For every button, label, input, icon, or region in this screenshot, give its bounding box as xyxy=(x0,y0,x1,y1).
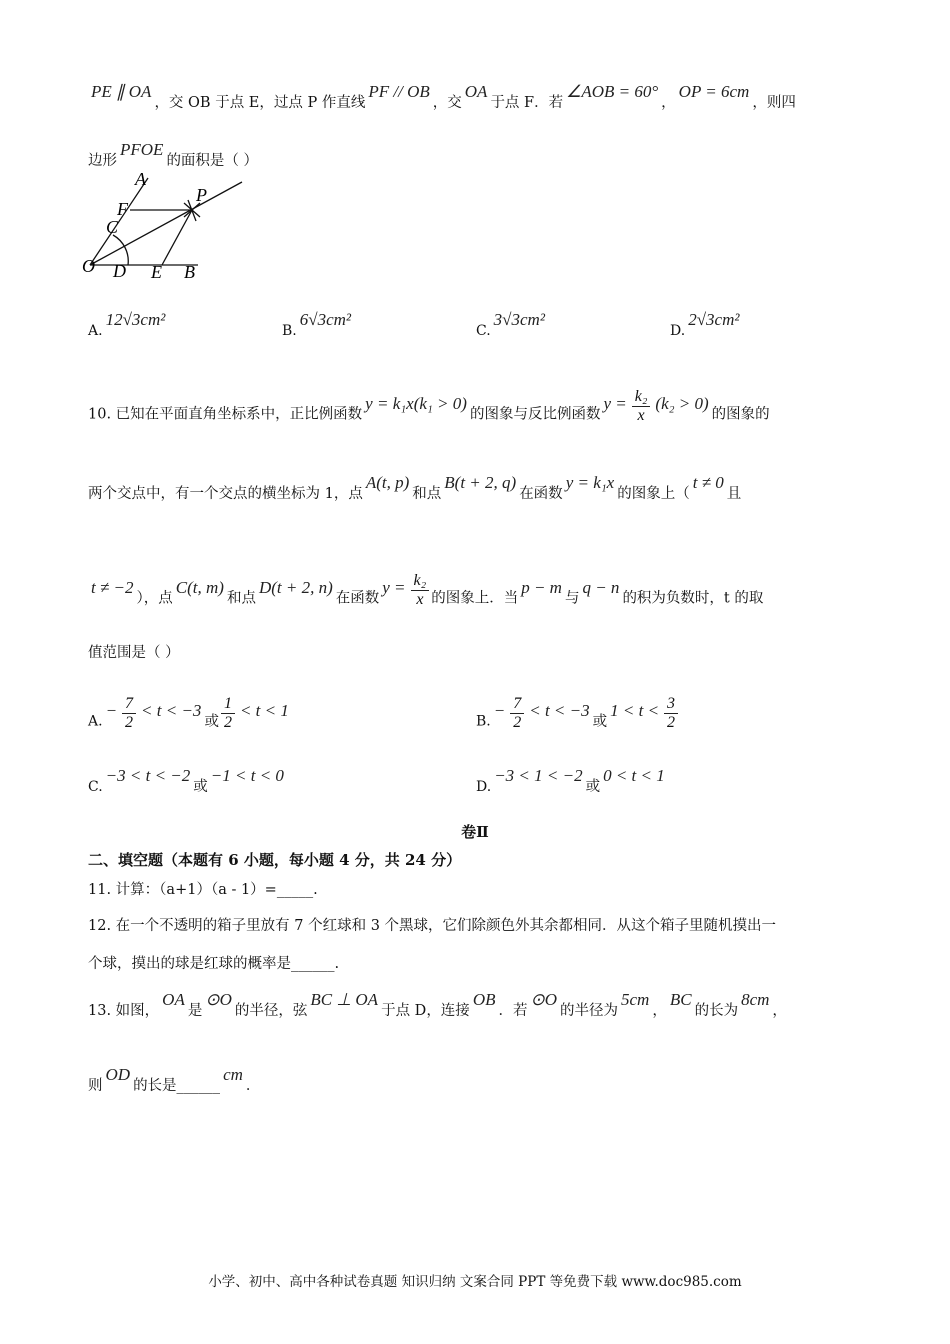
option-label: B. xyxy=(476,713,491,730)
math-expression: C(t, m) xyxy=(175,577,224,597)
math-expression: D(t + 2, n) xyxy=(258,577,333,597)
text: 两个交点中，有一个交点的横坐标为 1，点 xyxy=(88,486,363,502)
math-expression: OD xyxy=(105,1065,131,1084)
math-expression: t ≠ −2 xyxy=(91,577,134,597)
option-value xyxy=(491,766,668,795)
q9-figure xyxy=(80,165,260,290)
text: 11. 计算：（a+1）（a - 1）=_____. xyxy=(88,882,318,898)
option-value: 12√3cm² xyxy=(105,310,166,329)
math-expression: OA xyxy=(162,990,185,1009)
q10-option-a[interactable] xyxy=(88,695,292,740)
math-expression: BC ⊥ OA xyxy=(310,990,379,1009)
option-value: 3√3cm² xyxy=(493,310,545,329)
text: 的半径为 xyxy=(560,1003,619,1019)
math-expression: 0 < t < 1 xyxy=(603,766,665,785)
option-value xyxy=(491,695,680,731)
math-expression: OP = 6cm xyxy=(678,82,750,101)
q10-line-3 xyxy=(88,572,764,617)
math-expression: B(t + 2, q) xyxy=(444,473,517,492)
text: 且 xyxy=(726,486,742,502)
math-expression: y = k₁x(k₁ > 0) xyxy=(365,393,467,413)
q9-option-d[interactable] xyxy=(670,310,742,340)
denominator: 2 xyxy=(513,714,522,731)
text: ，交 xyxy=(432,95,462,111)
denominator: 2 xyxy=(125,714,134,731)
math-expression: p − m xyxy=(521,577,562,597)
label-C: C xyxy=(106,217,119,237)
option-label: C. xyxy=(88,779,103,795)
q13-line-2 xyxy=(88,1065,261,1096)
ray-OA xyxy=(90,178,148,265)
math-expression: 8cm xyxy=(741,990,770,1009)
math-expression: < t < −3 xyxy=(529,700,590,720)
text: 于点 D，连接 xyxy=(381,1003,470,1019)
math-expression: OA xyxy=(464,82,488,101)
label-A: A xyxy=(135,169,146,189)
label-O: O xyxy=(82,256,95,276)
math-expression: cm xyxy=(223,1065,243,1084)
denominator: 2 xyxy=(667,714,676,731)
text: 的图象上．当 xyxy=(431,590,519,607)
fraction xyxy=(510,695,524,732)
option-label: A. xyxy=(88,713,103,730)
label-E: E xyxy=(151,262,162,282)
footer-text: 小学、初中、高中各种试卷真题 知识归纳 文案合同 PPT 等免费下载 www.doc985.com xyxy=(208,1274,742,1290)
text: ． xyxy=(245,1078,261,1094)
q10-line-1 xyxy=(88,388,770,433)
q12-line-2 xyxy=(88,954,339,974)
math-expression: −3 < 1 < −2 xyxy=(494,766,583,785)
math-expression: ∠AOB = 60° xyxy=(566,82,659,101)
option-value xyxy=(103,695,292,731)
option-label: D. xyxy=(476,779,492,795)
math-expression: −3 < t < −2 xyxy=(105,766,191,785)
math-expression: − xyxy=(105,700,118,720)
label-B: B xyxy=(184,262,195,282)
fraction xyxy=(122,695,136,732)
q10-line-4 xyxy=(88,643,180,663)
text: ．若 xyxy=(498,1003,528,1019)
text: 值范围是（ ） xyxy=(88,645,180,661)
q10-option-b[interactable] xyxy=(476,695,680,740)
q10-option-c[interactable] xyxy=(88,766,287,796)
fraction xyxy=(221,695,235,732)
text: 在函数 xyxy=(335,590,380,607)
math-expression: t ≠ 0 xyxy=(692,473,724,492)
fraction xyxy=(664,695,678,732)
text: 在函数 xyxy=(519,486,563,502)
q9-line-1 xyxy=(88,82,796,113)
math-expression: PE ∥ OA xyxy=(91,82,152,101)
text: 的图象上（ xyxy=(617,486,690,502)
text: 则 xyxy=(88,1078,103,1094)
option-label: C. xyxy=(476,323,491,339)
math-expression: (k₂ > 0) xyxy=(655,393,709,413)
text: 和点 xyxy=(226,590,256,607)
math-expression: 5cm xyxy=(621,990,650,1009)
math-expression: < t < 1 xyxy=(239,700,289,720)
text: 或 xyxy=(204,713,219,730)
text: 是 xyxy=(187,1003,203,1019)
denominator: x xyxy=(416,591,424,608)
q9-option-c[interactable] xyxy=(476,310,548,340)
text: 的长是______ xyxy=(133,1078,221,1094)
text: 13. 如图， xyxy=(88,1003,160,1019)
text: ， xyxy=(652,1003,667,1019)
q9-option-b[interactable] xyxy=(282,310,354,340)
section-heading: 二、填空题（本题有 6 小题，每小题 4 分，共 24 分） xyxy=(88,851,462,869)
text: 10. 已知在平面直角坐标系中，正比例函数 xyxy=(88,406,363,423)
text: ），点 xyxy=(136,590,173,607)
text: 个球，摸出的球是红球的概率是______. xyxy=(88,956,340,972)
text: 于点 F．若 xyxy=(490,95,564,111)
text: 与 xyxy=(564,590,580,607)
q11-line-1 xyxy=(88,880,318,900)
math-expression: y = k₁x xyxy=(565,473,615,492)
denominator: x xyxy=(637,407,645,424)
math-expression: ⊙O xyxy=(530,990,558,1009)
q10-option-d[interactable] xyxy=(476,766,668,796)
math-expression: A(t, p) xyxy=(365,473,410,492)
text: ，则四 xyxy=(752,95,796,111)
math-expression: q − n xyxy=(582,577,620,597)
label-D: D xyxy=(113,261,126,281)
text: 的面积是（ ） xyxy=(166,153,259,169)
option-value xyxy=(103,766,287,795)
q9-option-a[interactable] xyxy=(88,310,168,340)
text: 的图象的 xyxy=(711,406,770,423)
text: 12. 在一个不透明的箱子里放有 7 个红球和 3 个黑球，它们除颜色外其余都相同．从这个箱子里随机摸出一 xyxy=(88,918,777,934)
numerator: 3 xyxy=(664,695,678,714)
option-label: D. xyxy=(670,323,686,339)
math-expression: PFOE xyxy=(120,140,164,159)
text: 的长为 xyxy=(694,1003,739,1019)
volume-title: 卷Ⅱ xyxy=(461,823,489,841)
text: ， xyxy=(772,1003,787,1019)
text: 或 xyxy=(193,779,208,795)
text: 的半径，弦 xyxy=(234,1003,308,1019)
math-expression: y = xyxy=(382,577,406,597)
denominator: 2 xyxy=(223,714,232,731)
q12-line-1 xyxy=(88,916,776,936)
math-expression: OB xyxy=(472,990,496,1009)
text: 的积为负数时，t 的取 xyxy=(622,590,764,607)
q13-line-1 xyxy=(88,990,787,1021)
option-value: 6√3cm² xyxy=(299,310,351,329)
text: 边形 xyxy=(88,153,117,169)
math-expression: BC xyxy=(669,990,692,1009)
math-expression: < t < −3 xyxy=(141,700,202,720)
text: 或 xyxy=(585,779,601,795)
fraction xyxy=(632,388,651,425)
math-expression: ⊙O xyxy=(205,990,232,1009)
numerator: 7 xyxy=(510,695,524,714)
numerator: 1 xyxy=(221,695,235,714)
numerator: k₂ xyxy=(411,572,430,591)
text: 或 xyxy=(592,713,608,730)
text: ，交 OB 于点 E，过点 P 作直线 xyxy=(154,95,366,111)
math-expression: −1 < t < 0 xyxy=(210,766,284,785)
option-label: B. xyxy=(282,323,297,339)
text: ， xyxy=(661,95,676,111)
option-label: A. xyxy=(88,323,103,339)
text: 的图象与反比例函数 xyxy=(469,406,601,423)
text: 和点 xyxy=(412,486,442,502)
fraction xyxy=(411,572,430,609)
label-F: F xyxy=(117,199,128,219)
math-expression: PF // OB xyxy=(368,82,430,101)
q10-line-2 xyxy=(88,473,742,504)
math-expression: 1 < t < xyxy=(610,700,660,720)
math-expression: − xyxy=(493,700,506,720)
numerator: 7 xyxy=(122,695,136,714)
numerator: k₂ xyxy=(632,388,651,407)
math-expression: y = xyxy=(603,393,627,413)
option-value: 2√3cm² xyxy=(688,310,740,329)
label-P: P xyxy=(196,185,207,205)
segment-PE xyxy=(162,210,192,265)
